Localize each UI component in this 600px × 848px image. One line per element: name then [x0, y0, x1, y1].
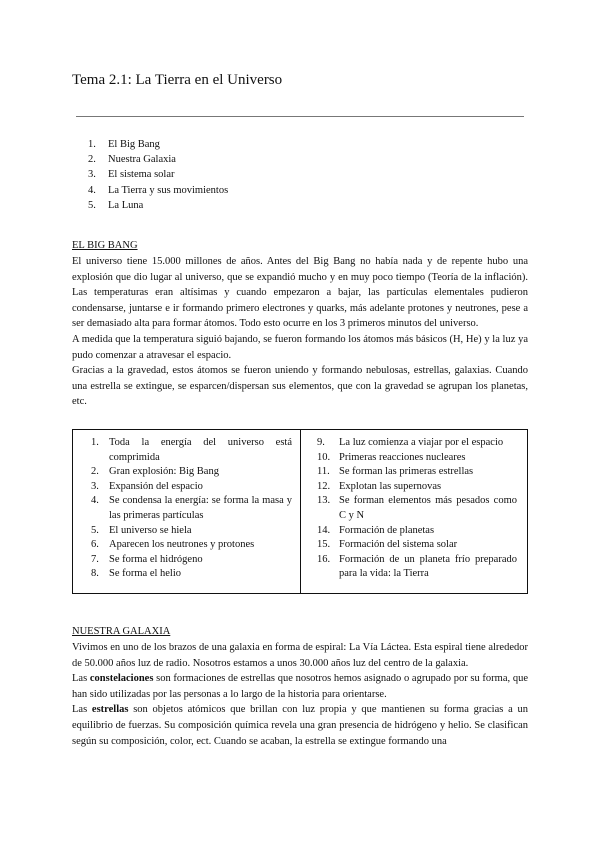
timeline-item	[317, 465, 517, 480]
timeline-item-number: 11.	[317, 466, 330, 478]
timeline-item-number: 2.	[91, 466, 99, 478]
toc-item-label: El sistema solar	[108, 169, 175, 181]
timeline-item	[91, 538, 292, 553]
timeline-item	[91, 465, 292, 480]
timeline-item-number: 1.	[91, 437, 99, 448]
toc-item	[88, 167, 228, 182]
timeline-item-number: 6.	[91, 539, 99, 551]
toc-item-number: 4.	[88, 184, 96, 196]
toc-item-label: Nuestra Galaxia	[108, 154, 176, 166]
timeline-item-text: Expansión del espacio	[109, 480, 203, 492]
section-heading-galaxia: NUESTRA GALAXIA	[72, 626, 171, 637]
big-bang-paragraph: A medida que la temperatura siguió bajando, se fueron formando los átomos más básicos (H, He) y la luz ya pudo comenzar a atravesar el espacio.	[72, 333, 528, 361]
timeline-item	[317, 451, 517, 466]
text-run: son formaciones de estrellas que nosotros hemos asignado o agrupado por su forma, que han sido utilizadas por las personas a lo largo de la historia para orientarse.	[72, 673, 528, 700]
timeline-item-number: 9.	[317, 437, 325, 448]
big-bang-paragraph: Gracias a la gravedad, estos átomos se fueron uniendo y formando nebulosas, estrellas, galaxias. Cuando una estrella se extingue, se esparcen/dispersan sus elementos, que con la gravedad se agrupan los planetas, etc.	[72, 365, 528, 408]
big-bang-paragraph: El universo tiene 15.000 millones de años. Antes del Big Bang no había nada y de repente hubo una explosión que dio lugar al universo, que se expandió mucho y en muy poco tiempo (Teoría de la inflación). Las temperaturas eran altísimas y cuando empezaron a bajar, las partículas elementales pudieron condensarse, juntarse e ir formando primero electrones y quarks, más adelante protones y neutrones, pese a ser demasiado alta para formar átomos. Todo esto ocurre en los 3 primeros minutos del universo.	[72, 256, 528, 330]
timeline-item-number: 3.	[91, 480, 99, 492]
title-divider	[76, 116, 524, 117]
big-bang-body	[72, 254, 528, 410]
text-run: son objetos atómicos que brillan con luz propia y que mantienen su forma gracias a un equilibrio de fuerzas. Su composición química revela una gran presencia de hidrógeno y helio. Se clasifican según su composición, color, ect. Cuando se acaban, la estrella se extingue formando una	[72, 704, 528, 747]
toc-item	[88, 198, 228, 213]
timeline-item	[317, 538, 517, 553]
term-constelaciones: constelaciones	[89, 673, 154, 685]
page-title: Tema 2.1: La Tierra en el Universo	[72, 72, 283, 88]
timeline-item	[91, 524, 292, 539]
table-of-contents	[88, 137, 228, 213]
text-run: Las	[72, 704, 92, 716]
timeline-item	[317, 436, 517, 451]
timeline-item	[91, 494, 292, 523]
galaxia-paragraph: Vivimos en uno de los brazos de una galaxia en forma de espiral: La Vía Láctea. Esta espiral tiene alrededor de 50.000 años luz de radio. Nosotros estamos a unos 30.000 años luz del centro de la galaxia.	[72, 642, 528, 669]
toc-item-number: 5.	[88, 199, 96, 211]
timeline-item	[91, 567, 292, 582]
timeline-item-text: Se forma el helio	[109, 568, 182, 580]
toc-item-label: La Tierra y sus movimientos	[108, 184, 229, 196]
toc-item-label: La Luna	[108, 199, 144, 211]
galaxia-paragraph	[72, 671, 528, 702]
timeline-item-number: 4.	[91, 495, 99, 507]
timeline-item-text: Se condensa la energía: se forma la masa y las primeras partículas	[109, 495, 292, 521]
timeline-left-column	[73, 430, 300, 593]
timeline-item-number: 12.	[317, 480, 331, 492]
timeline-right-column	[300, 430, 527, 593]
timeline-item	[91, 436, 292, 465]
timeline-table	[72, 429, 528, 594]
toc-item-label: El Big Bang	[108, 139, 160, 150]
text-run: Las	[72, 673, 90, 685]
timeline-item-number: 7.	[91, 553, 99, 565]
galaxia-body	[72, 640, 528, 749]
timeline-item	[317, 480, 517, 495]
timeline-item-text: Gran explosión: Big Bang	[109, 466, 219, 478]
timeline-item-text: Se forman las primeras estrellas	[339, 466, 474, 478]
timeline-item-text: Se forma el hidrógeno	[109, 553, 203, 565]
timeline-item	[317, 553, 517, 582]
section-heading-big-bang: EL BIG BANG	[72, 240, 138, 251]
toc-item	[88, 152, 228, 167]
term-estrellas: estrellas	[91, 704, 129, 716]
toc-item	[88, 137, 228, 152]
timeline-item-text: Formación de un planeta frío preparado para la vida: la Tierra	[339, 553, 517, 580]
timeline-item-text: Formación de planetas	[339, 524, 435, 536]
timeline-item-number: 10.	[317, 451, 331, 463]
timeline-item-text: Primeras reacciones nucleares	[339, 451, 466, 463]
toc-item-number: 3.	[88, 169, 96, 181]
timeline-item	[317, 494, 517, 523]
timeline-item	[317, 524, 517, 539]
timeline-item-text: El universo se hiela	[109, 524, 192, 536]
timeline-item-text: Toda la energía del universo está comprimida	[109, 437, 292, 463]
timeline-item-text: Aparecen los neutrones y protones	[109, 539, 255, 551]
timeline-item	[91, 553, 292, 568]
timeline-item-text: La luz comienza a viajar por el espacio	[339, 437, 504, 448]
timeline-item-number: 8.	[91, 568, 99, 580]
galaxia-paragraph	[72, 702, 528, 749]
timeline-item-number: 14.	[317, 524, 331, 536]
toc-item-number: 2.	[88, 154, 96, 166]
timeline-item-text: Se forman elementos más pesados como C y N	[339, 495, 517, 521]
timeline-item-number: 5.	[91, 524, 99, 536]
timeline-item-number: 15.	[317, 539, 331, 551]
timeline-item-text: Explotan las supernovas	[339, 480, 442, 492]
timeline-item	[91, 480, 292, 495]
timeline-item-text: Formación del sistema solar	[339, 539, 458, 551]
toc-item-number: 1.	[88, 139, 96, 150]
timeline-item-number: 13.	[317, 495, 331, 507]
toc-item	[88, 183, 228, 198]
timeline-item-number: 16.	[317, 553, 331, 565]
